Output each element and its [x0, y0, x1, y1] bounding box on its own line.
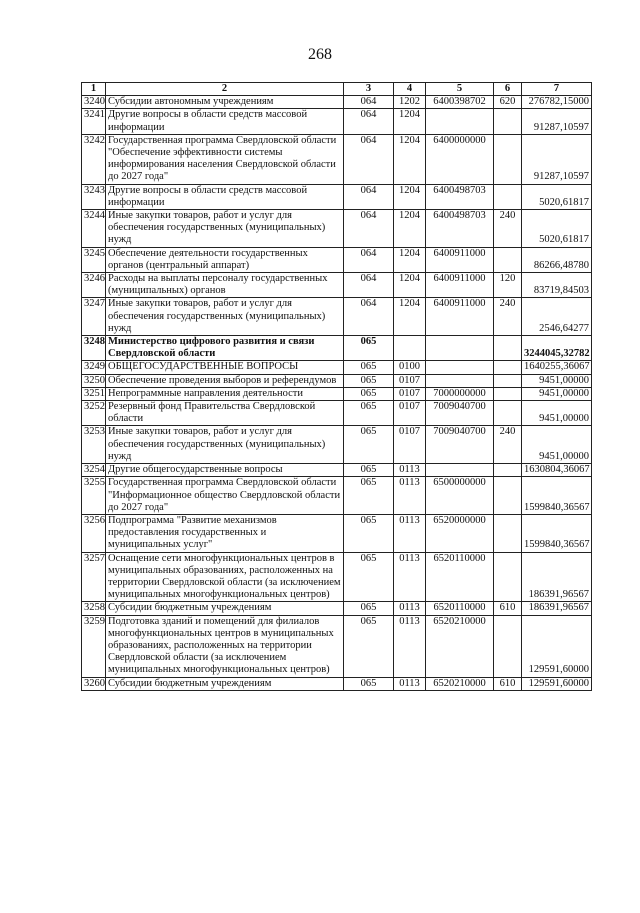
- row-amount: 1599840,36567: [522, 477, 592, 515]
- row-number: 3245: [82, 247, 106, 272]
- row-amount: 5020,61817: [522, 210, 592, 248]
- row-amount: 91287,10597: [522, 134, 592, 184]
- row-target-article: 6400398702: [426, 96, 494, 109]
- row-target-article: 7009040700: [426, 401, 494, 426]
- row-target-article: 6520210000: [426, 615, 494, 677]
- row-name: Государственная программа Свердловской области "Информационное общество Свердловской области до 2027 года": [106, 477, 344, 515]
- row-name: Непрограммные направления деятельности: [106, 387, 344, 400]
- row-ministry-code: 064: [344, 247, 394, 272]
- row-section-code: 1204: [394, 247, 426, 272]
- table-row: [82, 677, 592, 690]
- row-target-article: 6520000000: [426, 514, 494, 552]
- row-amount: 9451,00000: [522, 374, 592, 387]
- row-number: 3247: [82, 298, 106, 336]
- row-number: 3260: [82, 677, 106, 690]
- row-amount: 129591,60000: [522, 677, 592, 690]
- table-row: [82, 109, 592, 134]
- row-amount: 86266,48780: [522, 247, 592, 272]
- row-name: Другие общегосударственные вопросы: [106, 464, 344, 477]
- row-target-article: 7000000000: [426, 387, 494, 400]
- row-target-article: [426, 336, 494, 361]
- table-row: [82, 96, 592, 109]
- row-amount: 9451,00000: [522, 401, 592, 426]
- row-name: Обеспечение проведения выборов и референдумов: [106, 374, 344, 387]
- row-section-code: 1204: [394, 184, 426, 209]
- row-number: 3256: [82, 514, 106, 552]
- row-number: 3252: [82, 401, 106, 426]
- row-ministry-code: 064: [344, 134, 394, 184]
- row-number: 3254: [82, 464, 106, 477]
- row-number: 3242: [82, 134, 106, 184]
- row-expense-type: [494, 184, 522, 209]
- table-row: [82, 387, 592, 400]
- row-section-code: 0113: [394, 615, 426, 677]
- row-number: 3257: [82, 552, 106, 602]
- row-target-article: 7009040700: [426, 426, 494, 464]
- row-section-code: 0107: [394, 374, 426, 387]
- table-row: [82, 602, 592, 615]
- row-section-code: 1204: [394, 134, 426, 184]
- row-number: 3253: [82, 426, 106, 464]
- row-name: Подпрограмма "Развитие механизмов предоставления государственных и муниципальных услуг": [106, 514, 344, 552]
- page-number: 268: [308, 46, 332, 63]
- row-number: 3248: [82, 336, 106, 361]
- row-number: 3250: [82, 374, 106, 387]
- row-section-code: 0100: [394, 361, 426, 374]
- row-ministry-code: 064: [344, 184, 394, 209]
- row-section-code: 1204: [394, 109, 426, 134]
- row-number: 3258: [82, 602, 106, 615]
- budget-table: [81, 82, 592, 691]
- row-section-code: 0107: [394, 401, 426, 426]
- row-ministry-code: 065: [344, 477, 394, 515]
- row-name: Субсидии бюджетным учреждениям: [106, 602, 344, 615]
- table-row: [82, 247, 592, 272]
- row-ministry-code: 065: [344, 552, 394, 602]
- table-row: [82, 464, 592, 477]
- row-expense-type: [494, 387, 522, 400]
- row-target-article: 6400498703: [426, 210, 494, 248]
- row-ministry-code: 065: [344, 615, 394, 677]
- row-section-code: 0113: [394, 602, 426, 615]
- row-expense-type: [494, 247, 522, 272]
- row-amount: 186391,96567: [522, 602, 592, 615]
- row-ministry-code: 065: [344, 464, 394, 477]
- row-expense-type: [494, 477, 522, 515]
- row-section-code: 0113: [394, 477, 426, 515]
- row-ministry-code: 064: [344, 210, 394, 248]
- table-row: [82, 374, 592, 387]
- row-ministry-code: 065: [344, 677, 394, 690]
- row-expense-type: [494, 464, 522, 477]
- row-ministry-code: 065: [344, 426, 394, 464]
- row-target-article: 6400911000: [426, 247, 494, 272]
- table-row: [82, 426, 592, 464]
- row-number: 3241: [82, 109, 106, 134]
- row-ministry-code: 065: [344, 374, 394, 387]
- row-ministry-code: 065: [344, 336, 394, 361]
- row-section-code: 1204: [394, 273, 426, 298]
- row-expense-type: [494, 109, 522, 134]
- table-row: [82, 298, 592, 336]
- row-amount: 9451,00000: [522, 387, 592, 400]
- row-target-article: [426, 361, 494, 374]
- column-header: 3: [344, 83, 394, 96]
- row-target-article: 6400498703: [426, 184, 494, 209]
- table-row: [82, 615, 592, 677]
- row-expense-type: [494, 615, 522, 677]
- row-name: Иные закупки товаров, работ и услуг для обеспечения государственных (муниципальных) нужд: [106, 210, 344, 248]
- row-amount: 3244045,32782: [522, 336, 592, 361]
- row-expense-type: [494, 374, 522, 387]
- table-row: [82, 273, 592, 298]
- row-name: Субсидии бюджетным учреждениям: [106, 677, 344, 690]
- row-section-code: 0113: [394, 464, 426, 477]
- row-section-code: 1204: [394, 210, 426, 248]
- row-name: Иные закупки товаров, работ и услуг для обеспечения государственных (муниципальных) нужд: [106, 298, 344, 336]
- row-name: Министерство цифрового развития и связи Свердловской области: [106, 336, 344, 361]
- row-section-code: 0113: [394, 677, 426, 690]
- column-header: 5: [426, 83, 494, 96]
- table-row: [82, 336, 592, 361]
- row-number: 3240: [82, 96, 106, 109]
- row-name: Обеспечение деятельности государственных органов (центральный аппарат): [106, 247, 344, 272]
- row-ministry-code: 064: [344, 298, 394, 336]
- column-header: 6: [494, 83, 522, 96]
- row-name: ОБЩЕГОСУДАРСТВЕННЫЕ ВОПРОСЫ: [106, 361, 344, 374]
- row-amount: 1599840,36567: [522, 514, 592, 552]
- row-expense-type: [494, 336, 522, 361]
- row-expense-type: [494, 134, 522, 184]
- row-ministry-code: 065: [344, 514, 394, 552]
- row-number: 3251: [82, 387, 106, 400]
- row-number: 3244: [82, 210, 106, 248]
- row-ministry-code: 065: [344, 387, 394, 400]
- row-ministry-code: 065: [344, 401, 394, 426]
- row-target-article: [426, 374, 494, 387]
- row-expense-type: 240: [494, 210, 522, 248]
- row-number: 3243: [82, 184, 106, 209]
- table-row: [82, 361, 592, 374]
- row-expense-type: 240: [494, 426, 522, 464]
- row-expense-type: 120: [494, 273, 522, 298]
- row-section-code: [394, 336, 426, 361]
- column-header: 2: [106, 83, 344, 96]
- row-expense-type: [494, 514, 522, 552]
- row-target-article: 6520210000: [426, 677, 494, 690]
- row-name: Иные закупки товаров, работ и услуг для обеспечения государственных (муниципальных) нужд: [106, 426, 344, 464]
- row-section-code: 1204: [394, 298, 426, 336]
- row-number: 3255: [82, 477, 106, 515]
- row-number: 3246: [82, 273, 106, 298]
- row-target-article: 6400000000: [426, 134, 494, 184]
- row-ministry-code: 064: [344, 109, 394, 134]
- row-expense-type: [494, 552, 522, 602]
- row-section-code: 0107: [394, 387, 426, 400]
- column-header: 7: [522, 83, 592, 96]
- table-row: [82, 477, 592, 515]
- row-ministry-code: 065: [344, 602, 394, 615]
- row-section-code: 0113: [394, 514, 426, 552]
- row-expense-type: [494, 401, 522, 426]
- row-name: Подготовка зданий и помещений для филиалов многофункциональных центров в муниципальных образованиях, расположенных на территории Свердловской области (за исключением муниципальных многофункциональных центров): [106, 615, 344, 677]
- table-row: [82, 134, 592, 184]
- row-expense-type: 620: [494, 96, 522, 109]
- row-target-article: 6400911000: [426, 273, 494, 298]
- row-section-code: 1202: [394, 96, 426, 109]
- row-amount: 5020,61817: [522, 184, 592, 209]
- table-row: [82, 514, 592, 552]
- row-number: 3259: [82, 615, 106, 677]
- row-expense-type: 240: [494, 298, 522, 336]
- row-name: Государственная программа Свердловской области "Обеспечение эффективности системы информирования населения Свердловской области до 2027 года": [106, 134, 344, 184]
- row-amount: 1640255,36067: [522, 361, 592, 374]
- row-section-code: 0113: [394, 552, 426, 602]
- row-amount: 1630804,36067: [522, 464, 592, 477]
- row-target-article: 6520110000: [426, 602, 494, 615]
- row-name: Другие вопросы в области средств массовой информации: [106, 109, 344, 134]
- row-name: Оснащение сети многофункциональных центров в муниципальных образованиях, расположенных на территории Свердловской области (за исключением муниципальных многофункциональных центров): [106, 552, 344, 602]
- row-amount: 129591,60000: [522, 615, 592, 677]
- row-target-article: 6520110000: [426, 552, 494, 602]
- row-name: Другие вопросы в области средств массовой информации: [106, 184, 344, 209]
- row-expense-type: 610: [494, 602, 522, 615]
- row-number: 3249: [82, 361, 106, 374]
- table-row: [82, 184, 592, 209]
- row-target-article: [426, 464, 494, 477]
- row-amount: 276782,15000: [522, 96, 592, 109]
- row-target-article: [426, 109, 494, 134]
- row-amount: 83719,84503: [522, 273, 592, 298]
- table-row: [82, 401, 592, 426]
- row-name: Расходы на выплаты персоналу государственных (муниципальных) органов: [106, 273, 344, 298]
- row-name: Резервный фонд Правительства Свердловской области: [106, 401, 344, 426]
- column-header: 4: [394, 83, 426, 96]
- table-header-row: [82, 83, 592, 96]
- row-ministry-code: 065: [344, 361, 394, 374]
- row-ministry-code: 064: [344, 273, 394, 298]
- row-amount: 186391,96567: [522, 552, 592, 602]
- row-ministry-code: 064: [344, 96, 394, 109]
- row-expense-type: [494, 361, 522, 374]
- row-amount: 9451,00000: [522, 426, 592, 464]
- row-expense-type: 610: [494, 677, 522, 690]
- row-name: Субсидии автономным учреждениям: [106, 96, 344, 109]
- table-row: [82, 210, 592, 248]
- row-amount: 91287,10597: [522, 109, 592, 134]
- column-header: 1: [82, 83, 106, 96]
- table-row: [82, 552, 592, 602]
- row-target-article: 6400911000: [426, 298, 494, 336]
- row-target-article: 6500000000: [426, 477, 494, 515]
- row-section-code: 0107: [394, 426, 426, 464]
- row-amount: 2546,64277: [522, 298, 592, 336]
